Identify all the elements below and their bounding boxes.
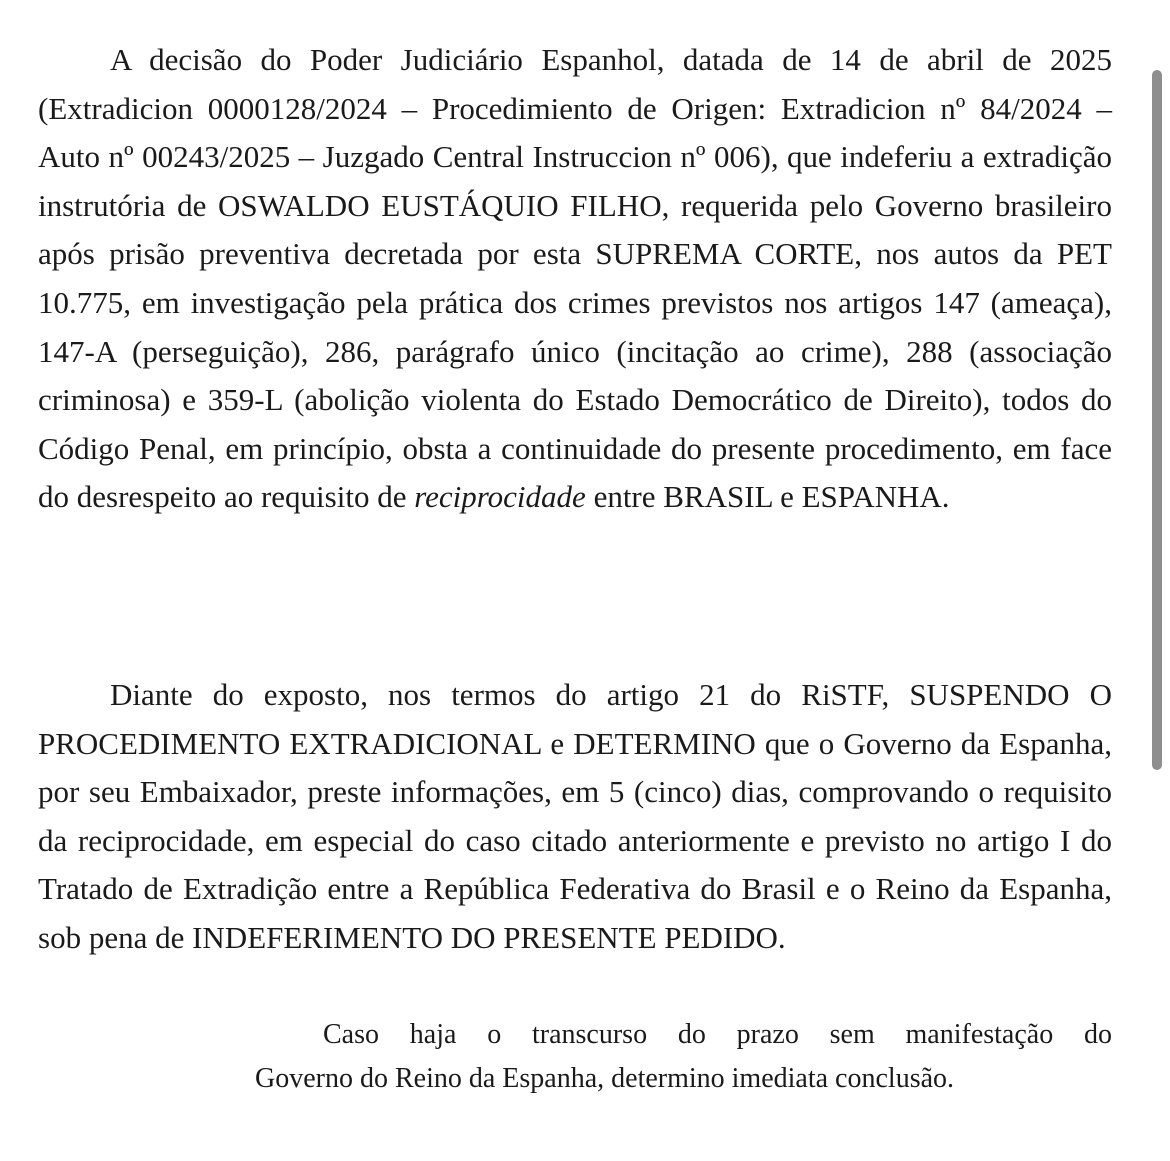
paragraph-conclusion-line-1: Caso haja o transcurso do prazo sem manifestação do: [323, 1019, 1112, 1050]
paragraph-ruling-text: Diante do exposto, nos termos do artigo 21 do RiSTF, SUSPENDO O PROCEDIMENTO EXTRADICIONAL e DETERMINO que o Governo da Espanha, por seu Embaixador, preste informações, em 5 (cinco) dias, comprovando o requisito da reciprocidade, em especial do caso citado anteriormente e previsto no artigo I do Tratado de Extradição entre a República Federativa do Brasil e o Reino da Espanha, sob pena de INDEFERIMENTO DO PRESENTE PEDIDO.: [38, 677, 1112, 955]
vertical-scrollbar[interactable]: [1152, 70, 1162, 770]
paragraph-conclusion-line-2: Governo do Reino da Espanha, determino imediata conclusão.: [255, 1063, 955, 1094]
reciprocidade-italic: reciprocidade: [414, 479, 586, 515]
paragraph-decision-text: A decisão do Poder Judiciário Espanhol, datada de 14 de abril de 2025 (Extradicion 0000128/2024 – Procedimiento de Origen: Extradicion nº 84/2024 – Auto nº 00243/2025 – Juzgado Central Instruccion nº 006), que indeferiu a extradição instrutória de OSWALDO EUSTÁQUIO FILHO, requerida pelo Governo brasileiro após prisão preventiva decretada por esta SUPREMA CORTE, nos autos da PET 10.775, em investigação pela prática dos crimes previstos nos artigos 147 (ameaça), 147-A (perseguição), 286, parágrafo único (incitação ao crime), 288 (associação criminosa) e 359-L (abolição violenta do Estado Democrático de Direito), todos do Código Penal, em princípio, obsta a continuidade do presente procedimento, em face do desrespeito ao requisito de: [38, 42, 1112, 515]
paragraph-ruling: [38, 671, 1112, 963]
paragraph-conclusion: [255, 1013, 1112, 1101]
paragraph-decision: [38, 36, 1112, 522]
paragraph-decision-tail: entre BRASIL e ESPANHA.: [593, 479, 950, 515]
